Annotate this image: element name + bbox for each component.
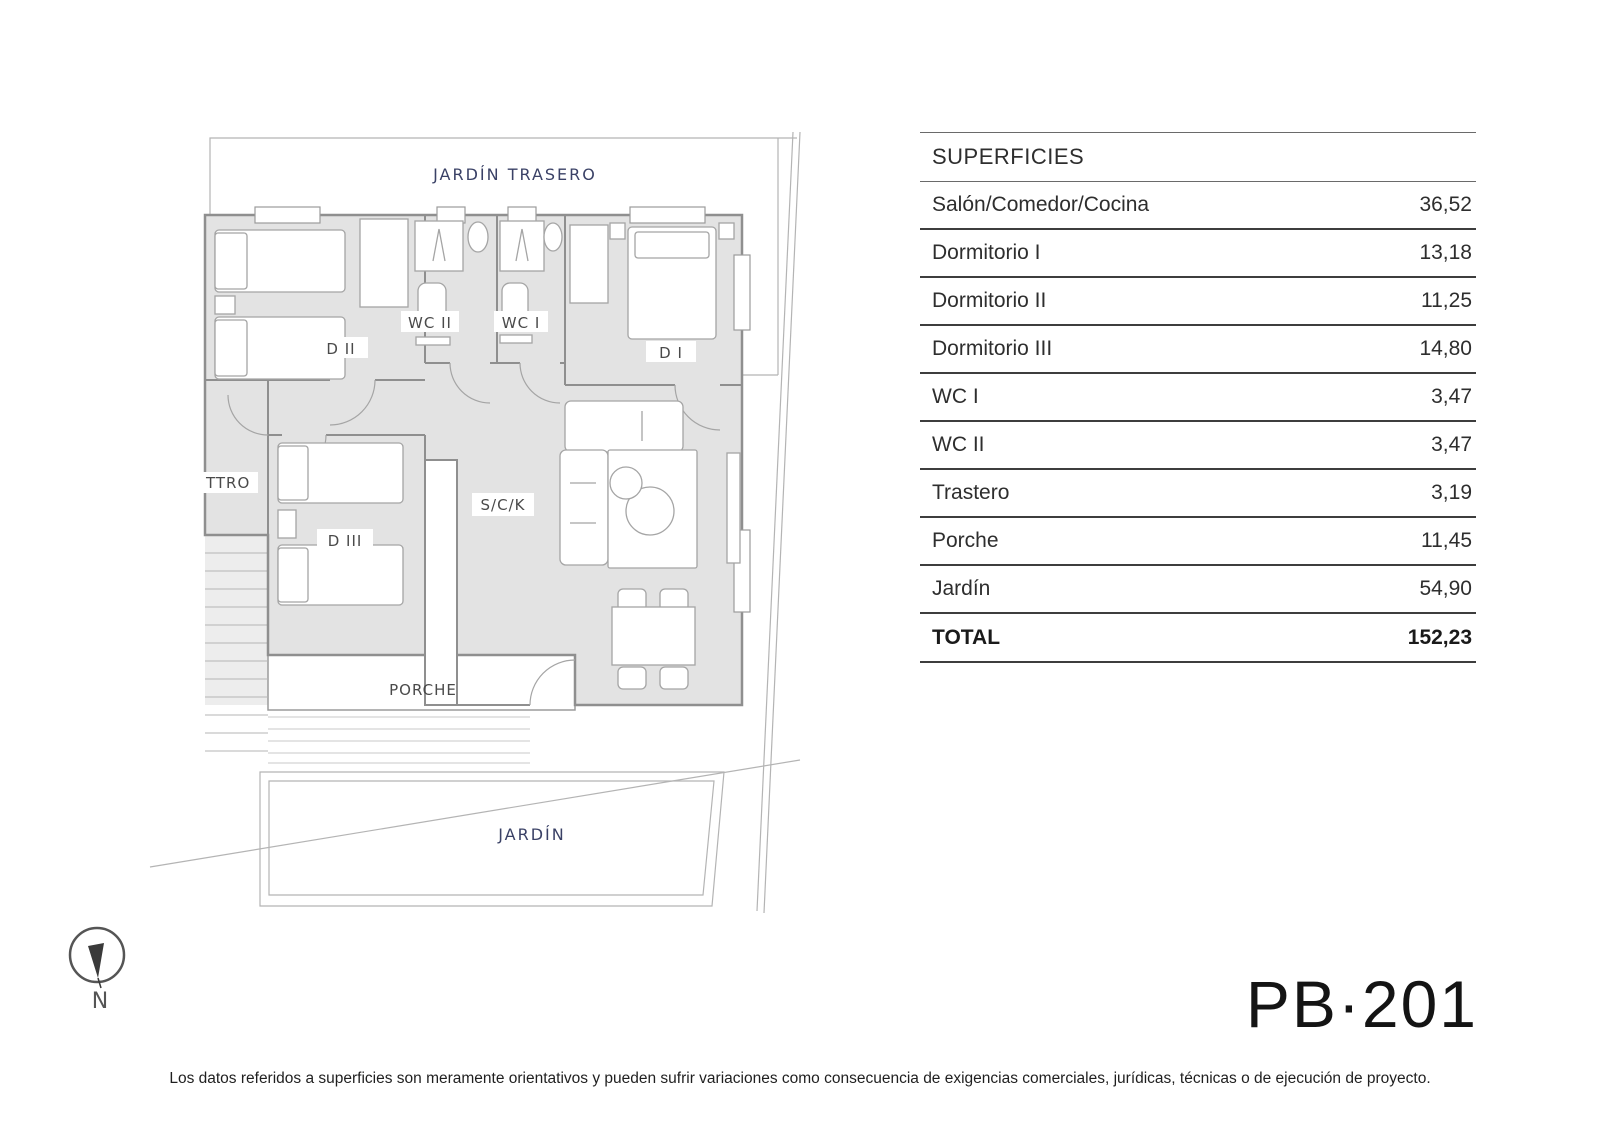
- row-value: 3,47: [1431, 433, 1472, 456]
- compass-svg: [50, 912, 150, 1016]
- bed-d2-1: [215, 230, 345, 292]
- compass-needle: [88, 943, 104, 978]
- row-value: 11,45: [1421, 529, 1472, 552]
- row-label: WC I: [932, 385, 979, 408]
- bed-d3-1: [278, 443, 403, 503]
- room-label-porche: PORCHE: [389, 681, 457, 699]
- compass-north-label: N: [91, 989, 109, 1014]
- table-row: [920, 566, 1476, 614]
- table-row: [920, 470, 1476, 518]
- table-row: [920, 374, 1476, 422]
- row-value: 3,47: [1431, 385, 1472, 408]
- table-total-row: [920, 614, 1476, 663]
- row-value: 36,52: [1419, 193, 1472, 216]
- plan-code: PB·201: [1245, 967, 1478, 1041]
- table-row: [920, 230, 1476, 278]
- row-value: 13,18: [1419, 241, 1472, 264]
- room-label-d3: D III: [327, 532, 363, 550]
- row-label: Dormitorio II: [932, 289, 1047, 312]
- row-label: Jardín: [932, 577, 991, 600]
- room-label-wc1: WC I: [501, 314, 541, 332]
- wardrobe-d2: [360, 219, 408, 307]
- surfaces-table-header: SUPERFICIES: [920, 133, 1476, 182]
- compass: [50, 912, 150, 1016]
- room-label-sck: S/C/K: [480, 496, 526, 514]
- table-row: [920, 182, 1476, 230]
- nightstand-d3: [278, 510, 296, 538]
- row-label: Porche: [932, 529, 999, 552]
- table-row: [920, 422, 1476, 470]
- terrace-hatch: [268, 717, 530, 763]
- room-label-d2: D II: [326, 340, 356, 358]
- floor-plan: [30, 105, 830, 915]
- front-garden-label: JARDÍN: [498, 825, 566, 844]
- row-label: Salón/Comedor/Cocina: [932, 193, 1150, 216]
- bed-d3-2: [278, 545, 403, 605]
- row-label: Dormitorio III: [932, 337, 1053, 360]
- row-label: Dormitorio I: [932, 241, 1041, 264]
- disclaimer-text: Los datos referidos a superficies son meramente orientativos y pueden sufrir variaciones como consecuencia de exigencias comerciales, jurídicas, técnicas o de ejecución de proyecto.: [169, 1070, 1431, 1087]
- room-label-wc2: WC II: [408, 314, 452, 332]
- row-value: 14,80: [1419, 337, 1472, 360]
- nightstand: [215, 296, 235, 314]
- total-label: TOTAL: [932, 625, 1001, 649]
- back-garden-label: JARDÍN TRASERO: [433, 165, 597, 184]
- row-value: 3,19: [1431, 481, 1472, 504]
- table-row: [920, 518, 1476, 566]
- room-label-d1: D I: [659, 344, 683, 362]
- tv-bench: [727, 453, 740, 563]
- row-label: WC II: [932, 433, 985, 456]
- room-label-ttro: TTRO: [206, 474, 251, 492]
- surfaces-table: [920, 132, 1476, 663]
- total-value: 152,23: [1407, 625, 1472, 649]
- table-row: [920, 326, 1476, 374]
- row-label: Trastero: [932, 481, 1010, 504]
- row-value: 11,25: [1421, 289, 1472, 312]
- sofa: [560, 401, 697, 568]
- table-row: [920, 278, 1476, 326]
- floor-plan-svg: [30, 105, 830, 915]
- row-value: 54,90: [1419, 577, 1472, 600]
